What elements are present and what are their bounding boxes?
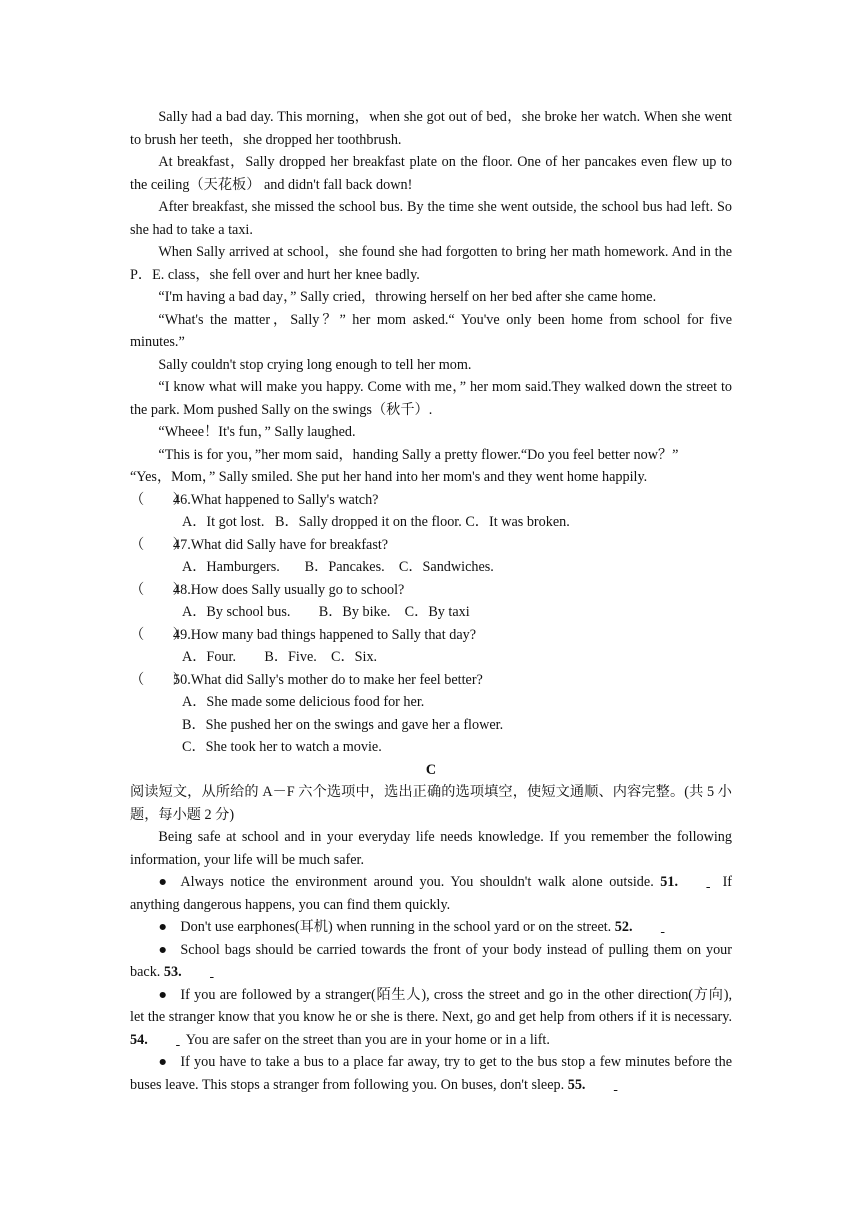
bullet-item xyxy=(130,871,732,916)
passage-paragraph: At breakfast，Sally dropped her breakfast plate on the floor. One of her pancakes even flew up to the ceiling（天花板） and didn't fall back down! xyxy=(130,154,732,193)
question-46 xyxy=(130,489,732,512)
blank-number: 52. xyxy=(614,919,633,935)
bullet-item xyxy=(130,1051,732,1096)
bullet-text: If you are followed by a stranger(陌生人), cross the street and go in the other direction(方向), let the stranger know that you know he or she is there. Next, go and get help from others if it is necessary. xyxy=(130,986,732,1025)
bullet-icon: ● xyxy=(158,941,167,958)
bullet-item xyxy=(130,939,732,984)
question-options: A．Four. B．Five. C．Six. xyxy=(182,649,378,665)
question-49 xyxy=(130,624,732,647)
answer-blank[interactable]: （ ） xyxy=(130,581,187,598)
passage-paragraph: “Wheee！It's fun，” Sally laughed. xyxy=(158,424,356,440)
fill-blank-55[interactable] xyxy=(568,1077,624,1093)
passage-last-line: “Yes，Mom，” Sally smiled. She put her hand into her mom's and they went home happily. xyxy=(130,469,648,485)
question-option-c: C．She took her to watch a movie. xyxy=(182,739,382,755)
answer-blank[interactable]: （ ） xyxy=(130,536,187,553)
question-option-a: A．She made some delicious food for her. xyxy=(182,694,425,710)
question-text: 48.How does Sally usually go to school? xyxy=(173,581,405,598)
question-48 xyxy=(130,579,732,602)
bullet-text: If you have to take a bus to a place far away, try to get to the bus stop a few minutes before the buses leave. This stops a stranger from following you. On buses, don't sleep. xyxy=(130,1054,732,1093)
bullet-item xyxy=(130,984,732,1052)
blank-line xyxy=(585,1074,623,1097)
bullet-item xyxy=(130,916,732,939)
blank-line xyxy=(678,871,716,894)
answer-blank[interactable]: （ ） xyxy=(130,491,187,508)
question-options: A．Hamburgers. B．Pancakes. C．Sandwiches. xyxy=(182,559,494,575)
question-option-b: B．She pushed her on the swings and gave her a flower. xyxy=(182,716,504,733)
question-text: 47.What did Sally have for breakfast? xyxy=(173,536,389,553)
passage-paragraph: “I'm having a bad day，” Sally cried，throwing herself on her bed after she came home. xyxy=(158,289,657,305)
bullet-text-after: If anything dangerous happens, you can find them quickly. xyxy=(130,874,733,913)
bullet-icon: ● xyxy=(158,1054,167,1070)
section-instructions: 阅读短文，从所给的 A－F 六个选项中，选出正确的选项填空，使短文通顺、内容完整。(共 5 小题，每小题 2 分) xyxy=(130,784,732,823)
question-47 xyxy=(130,534,732,557)
passage-paragraph: “I know what will make you happy. Come with me，” her mom said.They walked down the street to the park. Mom pushed Sally on the swings（秋千）. xyxy=(130,379,732,418)
fill-blank-51[interactable] xyxy=(660,874,716,890)
question-50 xyxy=(130,669,732,692)
blank-line xyxy=(182,961,220,984)
answer-blank[interactable]: （ ） xyxy=(130,626,187,643)
passage-paragraph: “This is for you，”her mom said，handing Sally a pretty flower.“Do you feel better now？” xyxy=(158,446,679,463)
passage-paragraph: When Sally arrived at school，she found she had forgotten to bring her math homework. And in the P．E. class，she fell over and hurt her knee badly. xyxy=(130,244,732,283)
question-options: A．It got lost. B．Sally dropped it on the floor. C．It was broken. xyxy=(182,514,570,530)
passage-paragraph: “What's the matter，Sally？” her mom asked.“ You've only been home from school for five minutes.” xyxy=(130,311,732,350)
bullet-text-after: You are safer on the street than you are in your home or in a lift. xyxy=(185,1031,550,1048)
fill-blank-54[interactable] xyxy=(130,1032,186,1048)
answer-blank[interactable]: （ ） xyxy=(130,671,187,688)
blank-number: 51. xyxy=(660,874,679,890)
blank-number: 54. xyxy=(130,1031,148,1048)
passage-paragraph: Sally couldn't stop crying long enough to tell her mom. xyxy=(158,356,472,373)
bullet-text: School bags should be carried towards the front of your body instead of pulling them on your back. xyxy=(130,941,732,980)
fill-blank-52[interactable] xyxy=(615,919,671,935)
bullet-text: Don't use earphones(耳机) when running in the school yard or on the street. xyxy=(180,919,612,935)
question-text: 49.How many bad things happened to Sally that day? xyxy=(173,626,477,643)
section-intro: Being safe at school and in your everyday life needs knowledge. If you remember the following information, your life will be much safer. xyxy=(130,829,732,868)
blank-line xyxy=(148,1029,186,1052)
bullet-icon: ● xyxy=(158,986,167,1003)
section-heading: C xyxy=(425,761,437,778)
bullet-text: Always notice the environment around you. You shouldn't walk alone outside. xyxy=(180,874,654,890)
exam-page xyxy=(130,106,732,1096)
fill-blank-53[interactable] xyxy=(164,964,220,980)
question-text: 50.What did Sally's mother do to make her feel better? xyxy=(173,671,483,688)
blank-number: 53. xyxy=(163,964,182,980)
bullet-icon: ● xyxy=(158,874,167,890)
blank-line xyxy=(633,916,671,939)
passage-paragraph: Sally had a bad day. This morning，when she got out of bed，she broke her watch. When she went to brush her teeth，she dropped her toothbrush. xyxy=(130,109,732,148)
question-text: 46.What happened to Sally's watch? xyxy=(173,491,379,508)
bullet-icon: ● xyxy=(158,919,167,935)
blank-number: 55. xyxy=(567,1076,586,1093)
passage-paragraph: After breakfast, she missed the school bus. By the time she went outside, the school bus had left. So she had to take a taxi. xyxy=(130,199,732,238)
question-options: A．By school bus. B．By bike. C．By taxi xyxy=(182,604,470,620)
